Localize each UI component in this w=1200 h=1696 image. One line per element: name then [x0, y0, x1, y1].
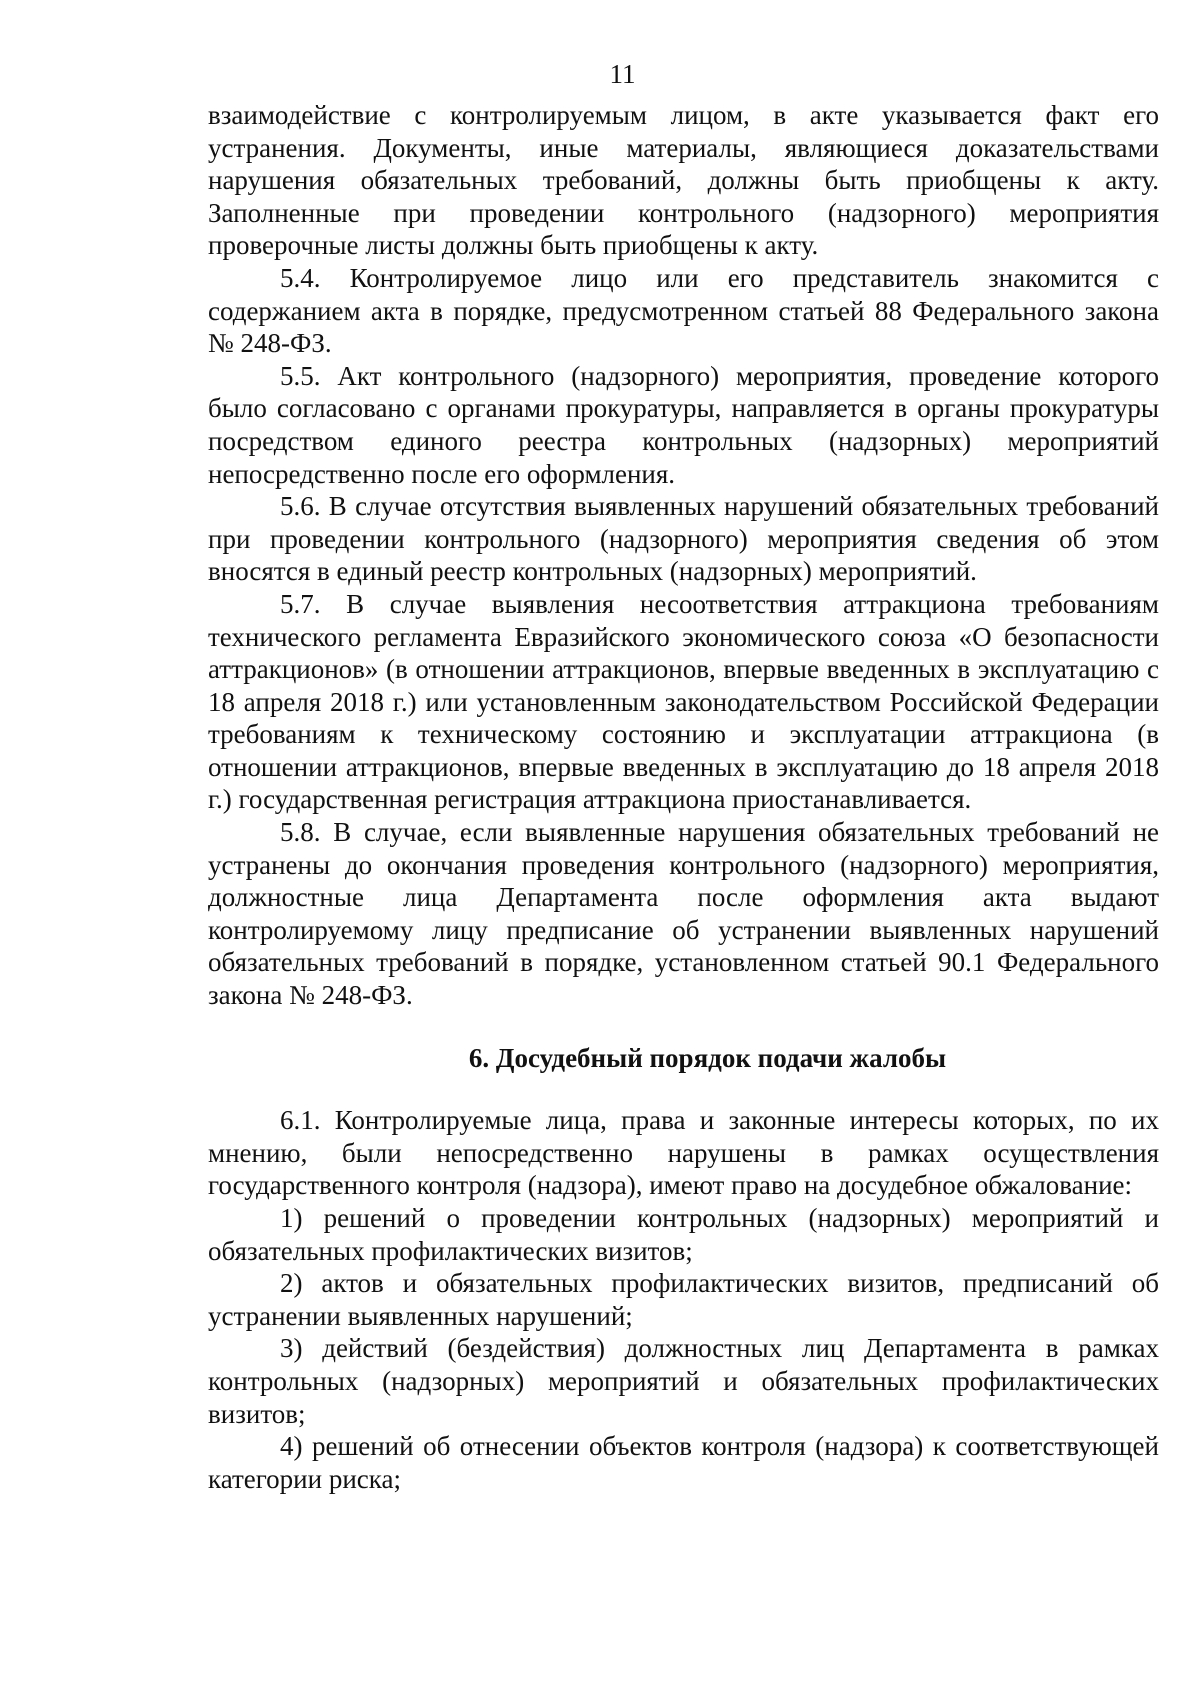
paragraph-act-fact: взаимодействие с контролируемым лицом, в акте указывается факт его устранения. Документы, иные материалы, являющиеся доказательствами нарушения обязательных требований, должны быть приобщены к акту. Заполненные при проведении контрольного (надзорного) мероприятия проверочные листы должны быть приобщены к акту.	[208, 100, 1159, 261]
list-item-3: 3) действий (бездействия) должностных лиц Департамента в рамках контрольных (надзорных) мероприятий и обязательных профилактических визитов;	[208, 1333, 1159, 1429]
section-heading: 6. Досудебный порядок подачи жалобы	[468, 1042, 947, 1073]
paragraph-6-1: 6.1. Контролируемые лица, права и законные интересы которых, по их мнению, были непосредственно нарушены в рамках осуществления государственного контроля (надзора), имеют право на досудебное обжалование:	[208, 1105, 1159, 1201]
paragraph-5-4: 5.4. Контролируемое лицо или его представитель знакомится с содержанием акта в порядке, предусмотренном статьей 88 Федерального закона № 248-ФЗ.	[208, 262, 1159, 359]
page-number: 11	[609, 59, 636, 89]
list-item-1: 1) решений о проведении контрольных (надзорных) мероприятий и обязательных профилактических визитов;	[208, 1203, 1159, 1266]
paragraph-5-6: 5.6. В случае отсутствия выявленных нарушений обязательных требований при проведении контрольного (надзорного) мероприятия сведения об этом вносятся в единый реестр контрольных (надзорных) мероприятий.	[208, 491, 1159, 587]
paragraph-5-7: 5.7. В случае выявления несоответствия аттракциона требованиям технического регламента Евразийского экономического союза «О безопасности аттракционов» (в отношении аттракционов, впервые введенных в эксплуатацию с 18 апреля 2018 г.) или установленным законодательством Российской Федерации требованиям к техническому состоянию и эксплуатации аттракциона (в отношении аттракционов, впервые введенных в эксплуатацию до 18 апреля 2018 г.) государственная регистрация аттракциона приостанавливается.	[208, 588, 1159, 815]
paragraph-5-8: 5.8. В случае, если выявленные нарушения обязательных требований не устранены до окончания проведения контрольного (надзорного) мероприятия, должностные лица Департамента после оформления акта выдают контролируемому лицу предписание об устранении выявленных нарушений обязательных требований в порядке, установленном статьей 90.1 Федерального закона № 248-ФЗ.	[208, 817, 1159, 1011]
list-item-2: 2) актов и обязательных профилактических визитов, предписаний об устранении выявленных нарушений;	[208, 1268, 1159, 1331]
paragraph-5-5: 5.5. Акт контрольного (надзорного) мероприятия, проведение которого было согласовано с органами прокуратуры, направляется в органы прокуратуры посредством единого реестра контрольных (надзорных) мероприятий непосредственно после его оформления.	[208, 360, 1159, 489]
document-body	[208, 99, 1159, 1495]
list-item-4: 4) решений об отнесении объектов контроля (надзора) к соответствующей категории риска;	[208, 1431, 1159, 1494]
